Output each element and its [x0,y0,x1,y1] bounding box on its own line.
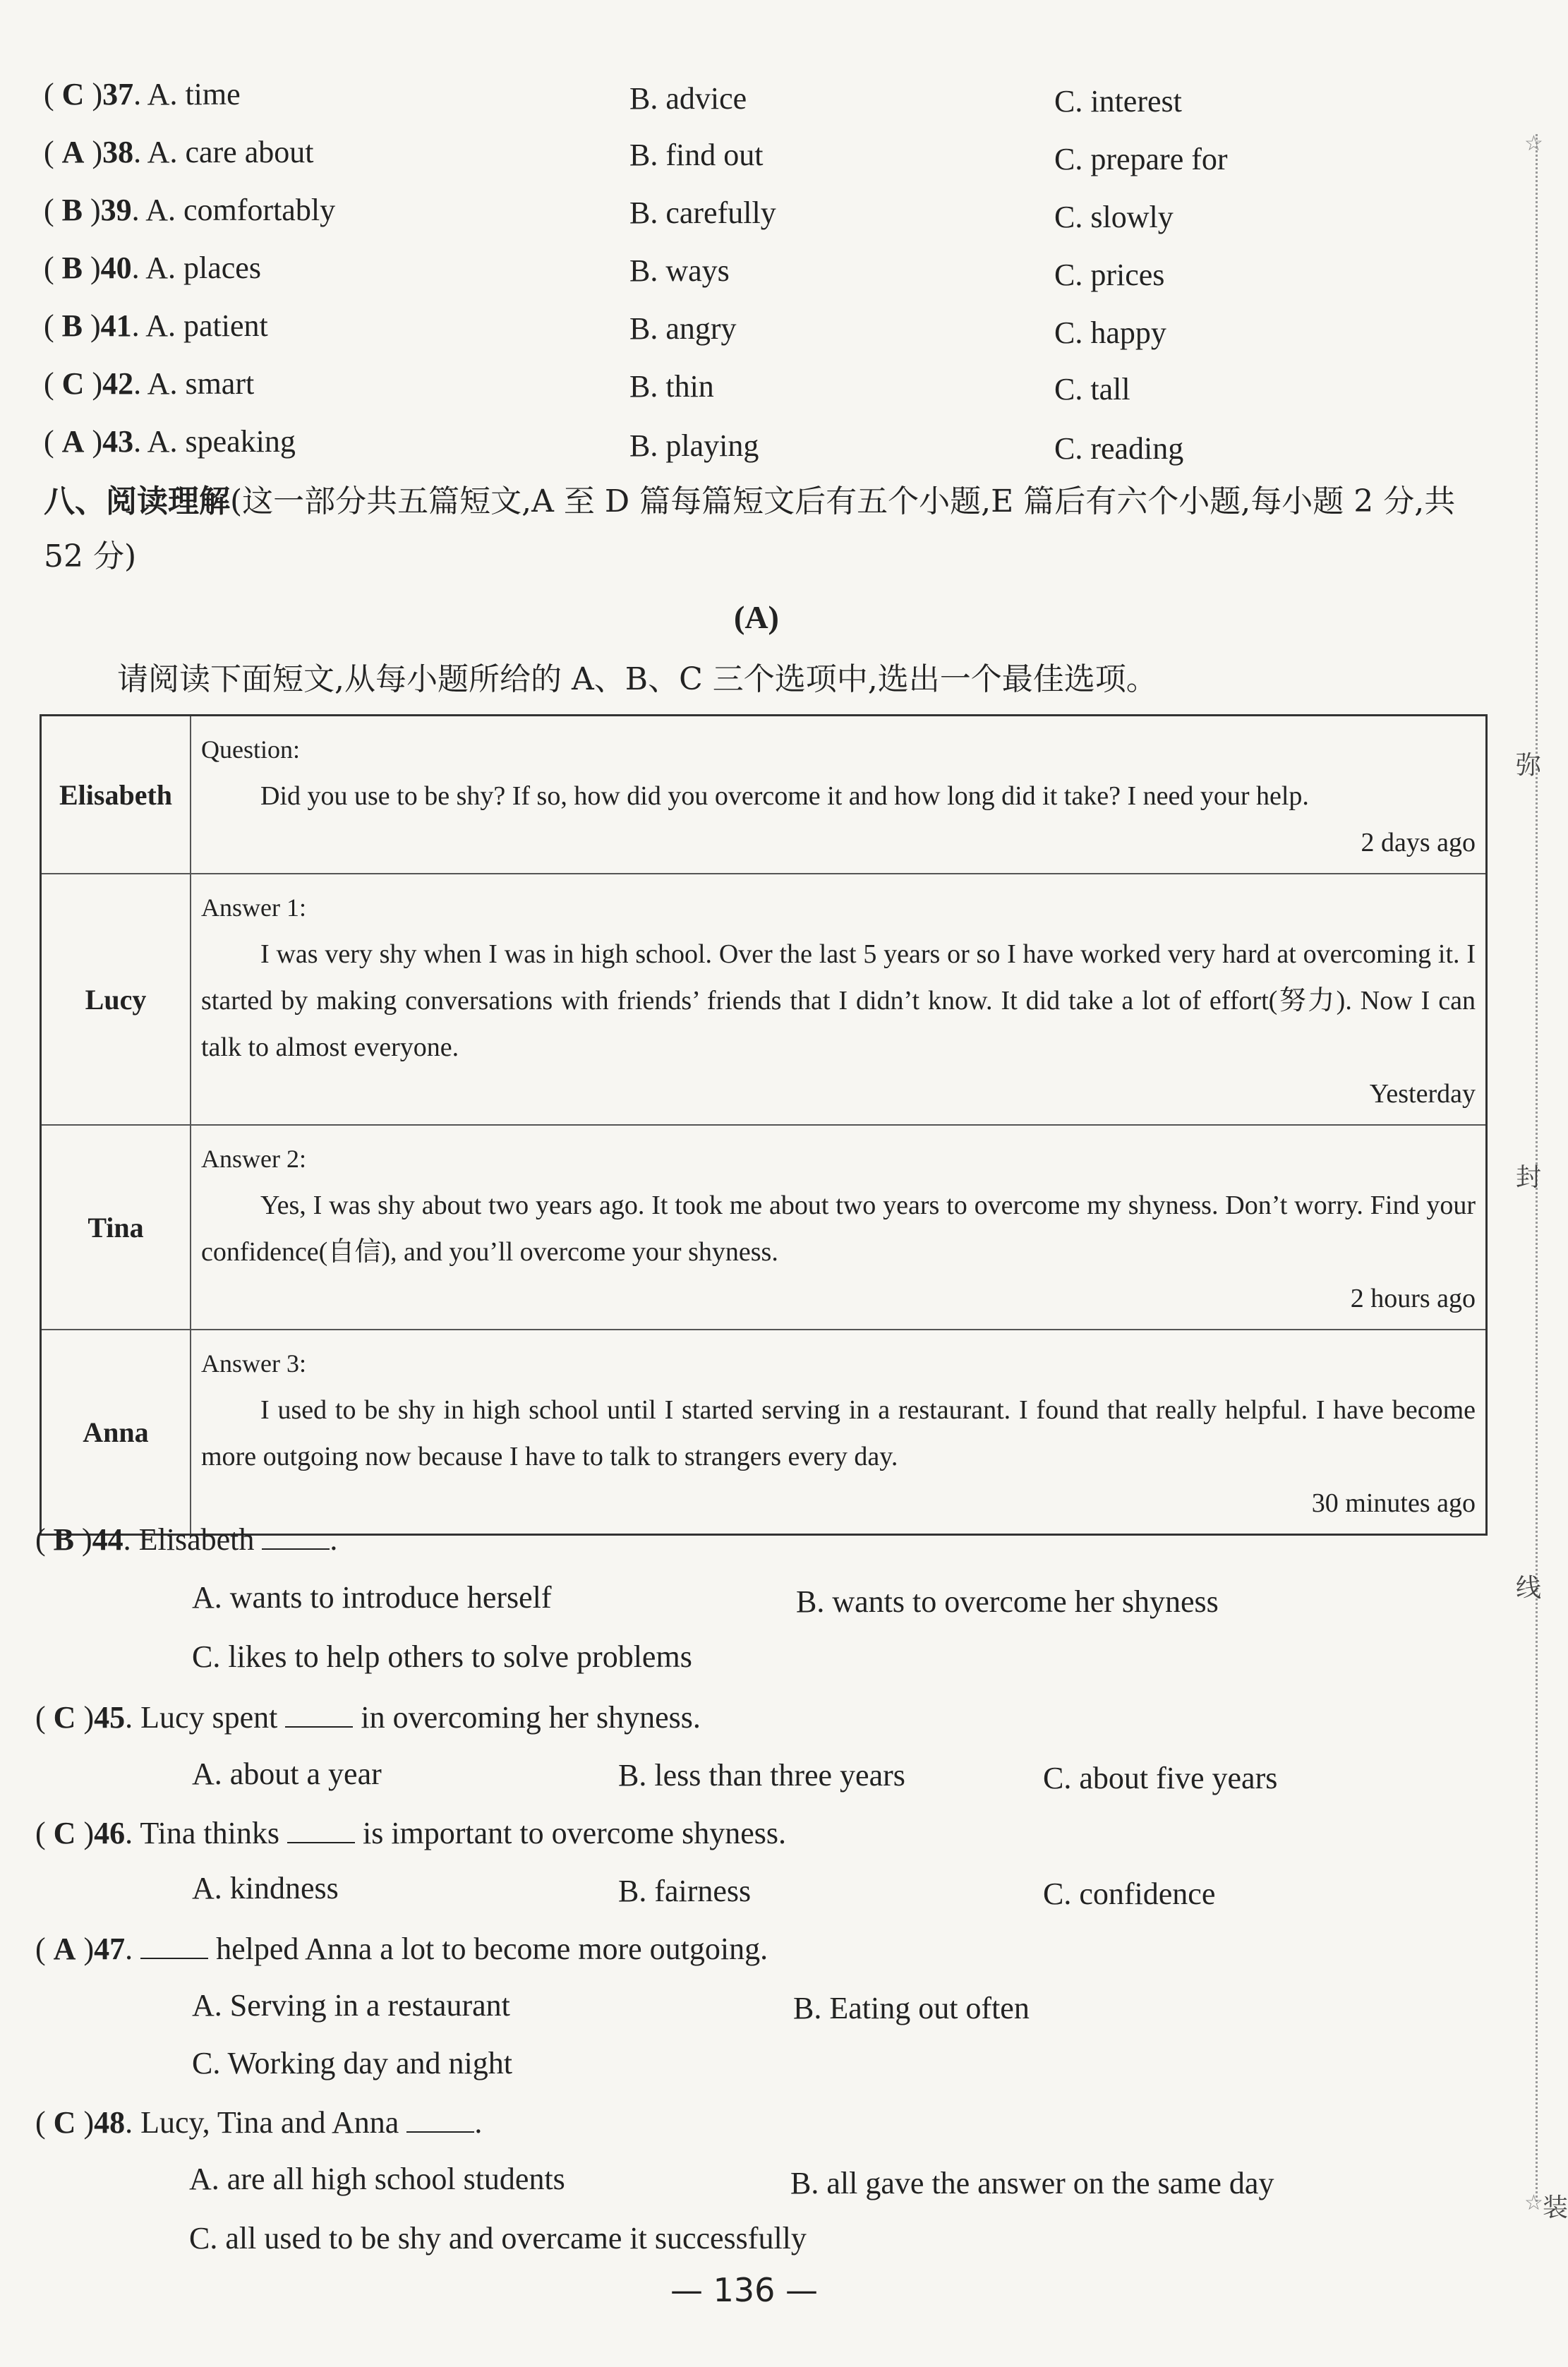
post-label: Answer 2: [201,1145,306,1173]
question-stem-end: in overcoming her shyness. [353,1700,701,1735]
question-number: 47 [94,1932,126,1966]
post-time: 30 minutes ago [1311,1488,1476,1518]
option-a: A. are all high school students [189,2162,565,2196]
margin-char-mi: 弥 [1516,751,1542,780]
question-41: ( B )41. A. patient [44,308,268,343]
option-b: B. Eating out often [793,1991,1030,2025]
post-content [191,874,1487,1125]
question-number: 37 [102,77,134,112]
option-a: A. wants to introduce herself [192,1580,552,1615]
question-40: ( B )40. A. places [44,251,261,285]
question-number: 41 [100,308,132,343]
question-number: 46 [94,1816,126,1850]
answer-letter: A [61,424,85,459]
option-c: C. prices [1054,258,1165,292]
question-37: ( C )37. A. time [44,77,241,112]
option-c: C. happy [1054,315,1166,350]
option-b: B. thin [629,369,714,404]
forum-row [41,1125,1487,1330]
option-a: A. places [145,251,261,285]
option-b: B. ways [629,253,730,288]
question-stem-end: is important to overcome shyness. [354,1816,786,1850]
post-label: Question: [201,735,300,764]
question-number: 42 [102,366,134,401]
option-a: A. comfortably [145,193,336,227]
question-46: ( C )46. Tina thinks is important to overcome shyness. [35,1811,786,1853]
forum-row [41,716,1487,874]
post-content [191,1330,1487,1535]
answer-letter: C [61,77,85,112]
forum-row [41,1330,1487,1535]
post-content [191,1125,1487,1330]
option-b: B. find out [629,138,764,172]
option-b: B. playing [629,428,759,463]
option-a: A. speaking [147,424,296,459]
option-c: C. all used to be shy and overcame it successfully [189,2221,807,2255]
post-text: Yes, I was shy about two years ago. It took me about two years to overcome my shyness. Don’t worry. Find your confidence(自信), and you’ll overcome your shyness. [201,1191,1476,1267]
answer-blank [140,1927,208,1959]
answer-letter: B [61,308,83,343]
option-a: A. patient [145,308,268,343]
margin-char-xian: 线 [1516,1574,1542,1603]
question-stem: Tina thinks [140,1816,287,1850]
margin-char-feng: 封 [1516,1163,1542,1192]
post-label: Answer 3: [201,1349,306,1378]
post-time: Yesterday [1369,1079,1476,1109]
question-38: ( A )38. A. care about [44,135,314,169]
post-text: I used to be shy in high school until I started serving in a restaurant. I found that really helpful. I have become more outgoing now because I have to talk to strangers every day. [201,1395,1476,1471]
option-a: A. time [147,77,241,112]
answer-letter: B [61,193,83,227]
answer-blank [262,1517,330,1550]
section-description: (这一部分共五篇短文,A 至 D 篇每篇短文后有五个小题,E 篇后有六个小题,每小题 2 分,共 52 分) [44,483,1456,574]
post-text: I was very shy when I was in high school. Over the last 5 years or so I have worked very hard at overcoming it. I started by making conversations with friends’ friends that I didn’t know. It did take a lot of effort(努力). Now I can talk to almost everyone. [201,939,1476,1062]
answer-letter: C [53,1700,76,1735]
post-time: 2 days ago [1361,828,1476,857]
option-a: A. Serving in a restaurant [192,1988,510,2023]
answer-letter: C [53,2105,76,2140]
question-45: ( C )45. Lucy spent in overcoming her shyness. [35,1695,701,1737]
answer-blank [406,2100,474,2133]
question-43: ( A )43. A. speaking [44,424,296,459]
option-c: C. about five years [1043,1761,1278,1795]
question-stem: Lucy spent [140,1700,286,1735]
question-47: ( A )47. helped Anna a lot to become more outgoing. [35,1927,768,1969]
answer-letter: C [53,1816,76,1850]
forum-table [40,714,1488,1536]
option-a: A. smart [147,366,255,401]
post-content [191,716,1487,874]
option-c: C. prepare for [1054,142,1228,176]
poster-name: Elisabeth [41,716,191,874]
option-b: B. all gave the answer on the same day [790,2166,1274,2200]
question-44: ( B )44. Elisabeth . [35,1517,337,1560]
option-c: C. likes to help others to solve problems [192,1639,692,1674]
post-time: 2 hours ago [1350,1284,1476,1313]
question-stem-end: . [330,1522,338,1557]
question-number: 40 [100,251,132,285]
section-heading [44,474,1497,584]
question-number: 44 [92,1522,123,1557]
option-c: C. tall [1054,372,1130,406]
question-stem: Elisabeth [138,1522,263,1557]
option-a: A. kindness [192,1871,339,1905]
option-b: B. advice [629,81,747,116]
answer-blank [287,1811,355,1843]
answer-blank [285,1695,353,1728]
answer-letter: B [53,1522,75,1557]
star-icon: ☆ [1524,132,1543,155]
option-b: B. fairness [618,1874,752,1908]
post-label: Answer 1: [201,893,306,922]
poster-name: Anna [41,1330,191,1535]
section-title: 八、阅读理解 [44,483,230,519]
question-39: ( B )39. A. comfortably [44,193,336,227]
question-stem-end: . [474,2105,483,2140]
question-stem-end: helped Anna a lot to become more outgoing. [208,1932,768,1966]
answer-letter: A [61,135,85,169]
option-c: C. interest [1054,84,1182,119]
question-number: 39 [100,193,132,227]
poster-name: Lucy [41,874,191,1125]
question-number: 43 [102,424,134,459]
instruction-text: 请阅读下面短文,从每小题所给的 A、B、C 三个选项中,选出一个最佳选项。 [117,661,1157,697]
answer-letter: C [61,366,85,401]
question-number: 38 [102,135,134,169]
option-c: C. slowly [1054,200,1174,234]
option-c: C. reading [1054,431,1184,466]
option-b: B. less than three years [618,1758,905,1793]
option-b: B. wants to overcome her shyness [796,1584,1219,1619]
answer-letter: A [53,1932,76,1966]
poster-name: Tina [41,1125,191,1330]
question-42: ( C )42. A. smart [44,366,255,401]
option-c: C. confidence [1043,1877,1216,1911]
page-number: — 136 — [670,2271,819,2309]
option-a: A. about a year [192,1757,382,1791]
question-number: 48 [94,2105,126,2140]
option-b: B. angry [629,311,737,346]
option-c: C. Working day and night [192,2046,512,2080]
margin-char-zhuang: 装 [1543,2193,1568,2222]
passage-label: (A) [734,599,779,635]
option-b: B. carefully [629,195,776,230]
forum-row [41,874,1487,1125]
star-icon: ☆ [1524,2191,1543,2215]
question-48: ( C )48. Lucy, Tina and Anna . [35,2100,482,2143]
question-stem: Lucy, Tina and Anna [140,2105,407,2140]
option-a: A. care about [147,135,314,169]
question-number: 45 [94,1700,126,1735]
post-text: Did you use to be shy? If so, how did you overcome it and how long did it take? I need your help. [260,781,1309,811]
answer-letter: B [61,251,83,285]
